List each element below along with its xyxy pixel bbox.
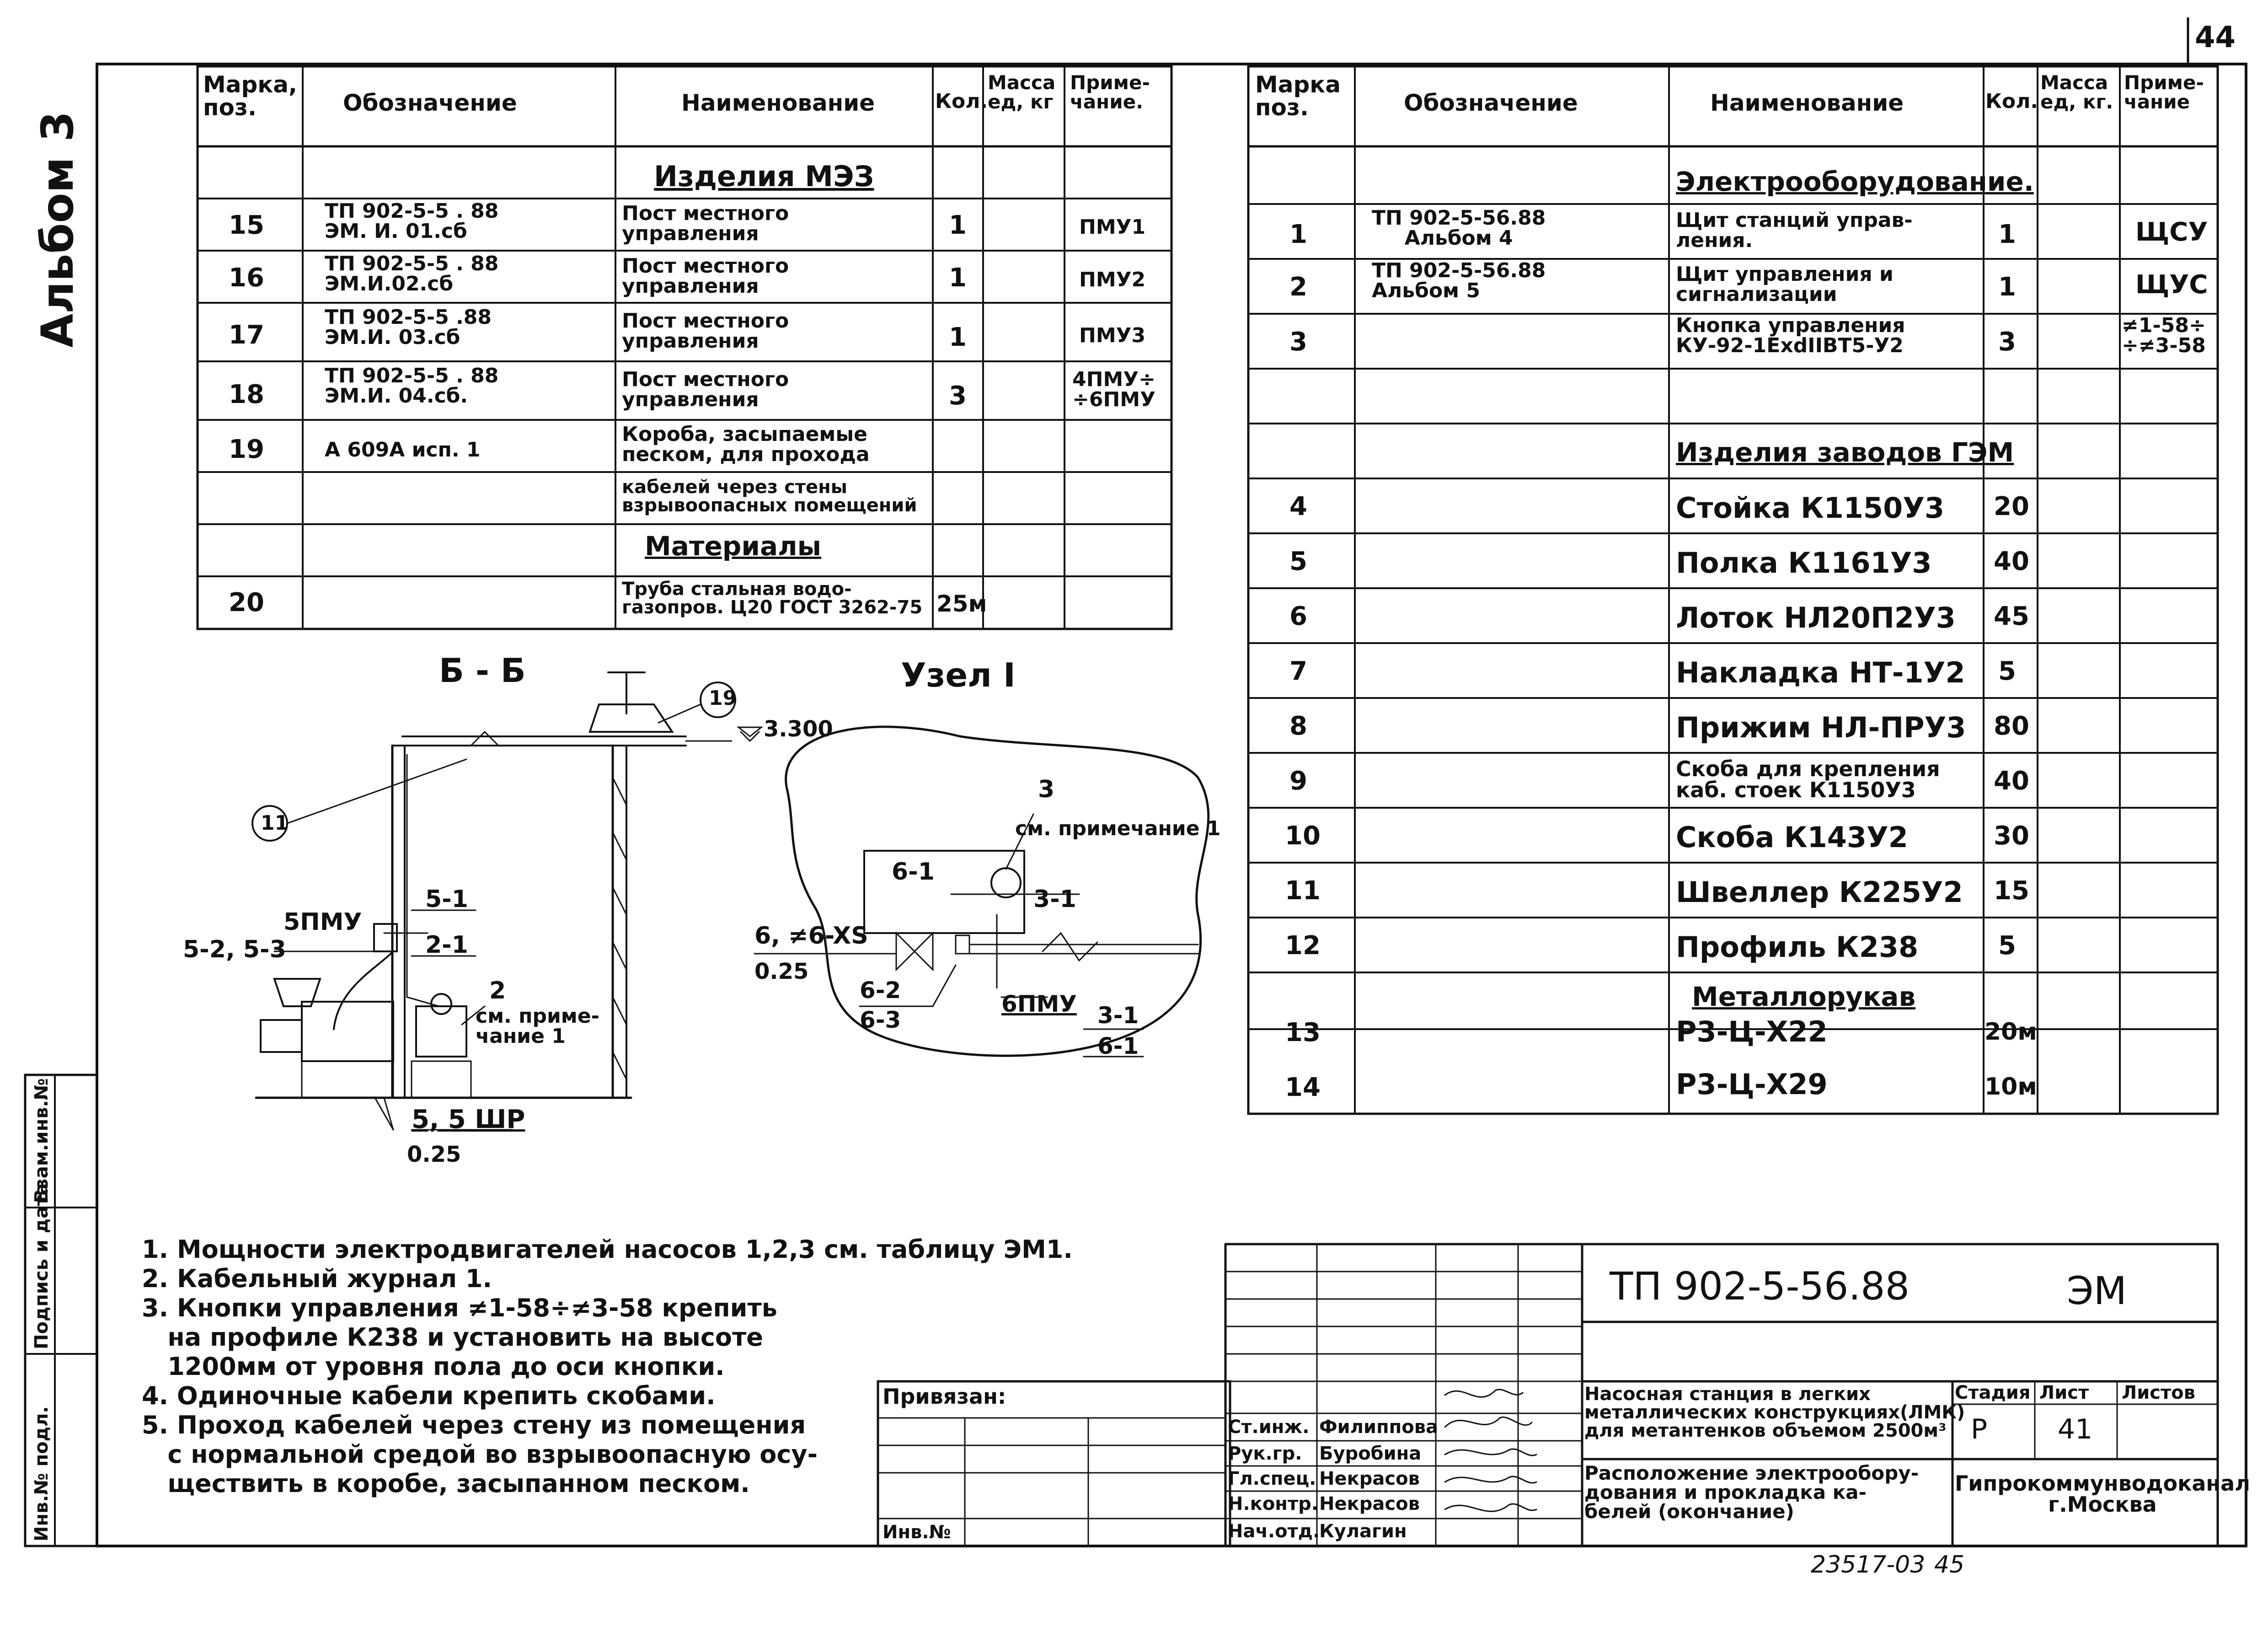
lt-row-16-mark: 16 [229, 263, 264, 293]
rt-row-11-name: Швеллер К225У2 [1676, 875, 1963, 909]
rt-row-3-qty: 3 [1998, 327, 2016, 357]
rt-header-designation: Обозначение [1404, 90, 1578, 116]
rt-row-13-mark: 13 [1285, 1018, 1321, 1047]
lt-row-20-qty: 25м [936, 590, 987, 617]
tb-role-1: Ст.инж. [1228, 1417, 1310, 1438]
note-1: 1. Мощности электродвигателей насосов 1,2,3 см. таблицу ЭМ1. [142, 1235, 1073, 1264]
rt-row-10-qty: 30 [1994, 821, 2029, 851]
lt-header-name: Наименование [681, 90, 875, 116]
node-label-6-xs: 6, ≠6-XS [754, 922, 868, 950]
rt-section-gem: Изделия заводов ГЭМ [1676, 437, 2014, 468]
rt-row-4-name: Стойка К1150У3 [1676, 491, 1945, 525]
label-5-1: 5-1 [425, 886, 468, 913]
rt-row-9-mark: 9 [1289, 766, 1307, 796]
tb-stage-label: Стадия [1955, 1382, 2031, 1403]
lt-row-18-note: 4ПМУ÷ ÷6ПМУ [1072, 368, 1156, 411]
node-label-3-1b: 3-1 [1097, 1002, 1139, 1029]
note-2: 2. Кабельный журнал 1. [142, 1264, 492, 1293]
label-0-25: 0.25 [407, 1142, 461, 1167]
rt-row-13-qty: 20м [1984, 1018, 2037, 1046]
rt-row-6-mark: 6 [1289, 601, 1307, 631]
rt-row-8-name: Прижим НЛ-ПРУ3 [1676, 711, 1966, 744]
rt-row-3-name: Кнопка управления КУ-92-1ExdIIBT5-У2 [1676, 314, 1905, 357]
tb-signer-1: Филиппова [1319, 1417, 1439, 1438]
section-view-title: Б - Б [439, 651, 526, 690]
tb-role-3: Гл.спец. [1228, 1468, 1316, 1489]
node-label-6-1b: 6-1 [1097, 1033, 1139, 1059]
tb-doc-suffix: ЭМ [2067, 1268, 2127, 1313]
node-label-3-1: 3-1 [1033, 886, 1076, 913]
rt-row-11-qty: 15 [1994, 876, 2029, 906]
lt-header-mark: Марка, поз. [203, 71, 297, 121]
lt-row-18-name: Пост местного управления [622, 368, 789, 411]
rt-row-2-note: ЩУС [2135, 270, 2208, 300]
lt-row-16-designation: ТП 902-5-5 . 88 ЭМ.И.02.сб [325, 252, 499, 295]
rt-section-electrical: Электрооборудование. [1676, 166, 2034, 197]
lt-row-17-designation: ТП 902-5-5 .88 ЭМ.И. 03.сб [325, 306, 492, 349]
rt-row-3-note: ≠1-58÷ ÷≠3-58 [2122, 314, 2206, 357]
rt-row-3-mark: 3 [1289, 327, 1307, 357]
rt-row-10-mark: 10 [1285, 821, 1321, 851]
tb-inv: Инв.№ [883, 1522, 951, 1543]
rt-header-mark: Марка поз. [1255, 71, 1341, 121]
lt-row-20-name: Труба стальная водо- газопров. Ц20 ГОСТ 3262-75 [622, 579, 923, 618]
rt-row-4-mark: 4 [1289, 492, 1307, 521]
tb-archive-no: 23517-03 [1811, 1551, 1926, 1578]
rt-row-1-note: ЩСУ [2135, 217, 2208, 247]
rt-row-2-designation: ТП 902-5-56.88 Альбом 5 [1372, 259, 1546, 302]
lt-row-15-name: Пост местного управления [622, 202, 789, 245]
node-label-note: см. примечание 1 [1015, 817, 1221, 840]
lt-row-19-designation: А 609А исп. 1 [325, 438, 481, 462]
note-3b: на профиле К238 и установить на высоте [142, 1323, 763, 1352]
tb-stage: Р [1971, 1413, 1988, 1445]
tb-signer-3: Некрасов [1319, 1468, 1420, 1489]
tb-sheet-label: Лист [2039, 1382, 2089, 1403]
lt-row-16-name: Пост местного управления [622, 254, 789, 298]
lt-section-materials: Материалы [645, 531, 822, 562]
lt-row-15-mark: 15 [229, 210, 264, 240]
stamp-inv-podl: Инв.№ подл. [31, 1406, 52, 1541]
stamp-replace-inv: Взам.инв.№ [31, 1078, 52, 1203]
rt-row-12-mark: 12 [1285, 931, 1321, 961]
node-label-6-2: 6-2 [860, 977, 901, 1004]
level-mark: 3.300 [764, 716, 833, 742]
rt-row-5-name: Полка К1161У3 [1676, 546, 1932, 580]
node-label-6-3: 6-3 [860, 1007, 901, 1033]
rt-row-6-qty: 45 [1994, 601, 2029, 631]
lt-row-15-note: ПМУ1 [1079, 215, 1146, 239]
rt-row-2-qty: 1 [1998, 272, 2016, 302]
lt-row-18-designation: ТП 902-5-5 . 88 ЭМ.И. 04.сб. [325, 364, 499, 408]
rt-header-name: Наименование [1710, 90, 1904, 116]
lt-row-19-mark: 19 [229, 435, 264, 464]
rt-header-qty: Кол. [1985, 90, 2038, 113]
rt-row-1-mark: 1 [1289, 220, 1307, 249]
rt-row-11-mark: 11 [1285, 876, 1321, 906]
label-5-5-shr: 5, 5 ШР [412, 1105, 525, 1134]
rt-row-2-mark: 2 [1289, 272, 1307, 302]
rt-row-14-mark: 14 [1285, 1073, 1321, 1102]
callout-11: 11 [261, 811, 289, 835]
note-5b: с нормальной средой во взрывоопасную осу- [142, 1440, 818, 1469]
rt-header-note: Приме- чание [2124, 71, 2204, 113]
tb-role-4: Н.контр. [1228, 1493, 1318, 1514]
lt-row-15-qty: 1 [949, 210, 967, 240]
node-label-0-25: 0.25 [754, 959, 809, 984]
tb-signer-4: Некрасов [1319, 1493, 1420, 1514]
note-4: 4. Одиночные кабели крепить скобами. [142, 1381, 716, 1410]
rt-row-8-qty: 80 [1994, 711, 2029, 741]
rt-row-7-qty: 5 [1998, 656, 2016, 686]
lt-row-18-qty: 3 [949, 381, 967, 411]
lt-row-17-name: Пост местного управления [622, 309, 789, 353]
rt-row-12-name: Профиль К238 [1676, 930, 1919, 964]
rt-row-5-mark: 5 [1289, 547, 1307, 576]
lt-row-15-designation: ТП 902-5-5 . 88 ЭМ. И. 01.сб [325, 199, 499, 243]
tb-org: Гипрокоммунводоканал г.Москва [1955, 1471, 2250, 1517]
lt-row-18-mark: 18 [229, 380, 264, 409]
lt-row-16-qty: 1 [949, 263, 967, 293]
rt-row-1-name: Щит станций управ- ления. [1676, 209, 1913, 252]
rt-row-4-qty: 20 [1994, 492, 2029, 521]
tb-privyazan: Привязан: [883, 1384, 1006, 1409]
lt-row-17-note: ПМУ3 [1079, 324, 1146, 347]
lt-section-mez: Изделия МЭЗ [654, 160, 874, 193]
rt-header-mass: Масса ед, кг. [2040, 71, 2113, 113]
rt-row-7-name: Накладка НТ-1У2 [1676, 656, 1965, 689]
tb-role-2: Рук.гр. [1228, 1443, 1302, 1464]
rt-row-13-name: Р3-Ц-Х22 [1676, 1015, 1828, 1048]
note-5: 5. Проход кабелей через стену из помещения [142, 1411, 806, 1439]
page-number: 44 [2195, 21, 2236, 54]
rt-row-10-name: Скоба К143У2 [1676, 821, 1908, 854]
label-2-1: 2-1 [425, 931, 468, 959]
tb-signer-2: Буробина [1319, 1443, 1422, 1464]
stamp-signature-date: Подпись и дата [31, 1183, 52, 1349]
label-2: 2 [489, 977, 506, 1004]
lt-header-note: Приме- чание. [1070, 71, 1150, 113]
rt-row-6-name: Лоток НЛ20П2У3 [1676, 601, 1956, 634]
tb-signer-5: Кулагин [1319, 1521, 1407, 1542]
lt-row-19-name: Короба, засыпаемые песком, для прохода [622, 423, 870, 466]
lt-header-designation: Обозначение [343, 90, 517, 116]
tb-sheets-label: Листов [2122, 1382, 2195, 1403]
rt-row-12-qty: 5 [1998, 931, 2016, 961]
tb-sheet: 41 [2058, 1413, 2093, 1445]
notes-block [142, 1237, 1073, 1496]
tb-role-5: Нач.отд. [1228, 1521, 1320, 1542]
rt-row-2-name: Щит управления и сигнализации [1676, 263, 1894, 306]
rt-row-5-qty: 40 [1994, 547, 2029, 576]
rt-row-9-qty: 40 [1994, 766, 2029, 796]
node-label-6pmu: 6ПМУ [1001, 991, 1077, 1017]
lt-row-17-qty: 1 [949, 322, 967, 352]
rt-row-14-name: Р3-Ц-Х29 [1676, 1068, 1828, 1101]
rt-row-7-mark: 7 [1289, 656, 1307, 686]
lt-row-19b-name: кабелей через стены взрывоопасных помещений [622, 477, 917, 516]
rt-row-9-name: Скоба для крепления каб. стоек К1150У3 [1676, 757, 1940, 802]
lt-header-qty: Кол. [935, 90, 988, 113]
lt-row-20-mark: 20 [229, 588, 264, 617]
rt-row-1-designation: ТП 902-5-56.88 Альбом 4 [1372, 206, 1546, 250]
rt-row-8-mark: 8 [1289, 711, 1307, 741]
node-label-3: 3 [1038, 776, 1055, 803]
label-5pmu: 5ПМУ [284, 908, 362, 936]
rt-section-metal-hose: Металлорукав [1692, 981, 1916, 1012]
tb-doc-code: ТП 902-5-56.88 [1610, 1264, 1910, 1309]
node-view-title: Узел I [901, 656, 1016, 694]
node-label-6-1: 6-1 [892, 858, 935, 886]
note-3: 3. Кнопки управления ≠1-58÷≠3-58 крепить [142, 1294, 777, 1322]
lt-header-mass: Масса ед, кг [988, 71, 1056, 113]
tb-archive-page: 45 [1934, 1551, 1965, 1578]
album-label: Альбом 3 [32, 111, 83, 348]
callout-19: 19 [709, 687, 737, 710]
label-note-1: см. приме- чание 1 [476, 1004, 599, 1048]
lt-row-16-note: ПМУ2 [1079, 268, 1146, 291]
note-3c: 1200мм от уровня пола до оси кнопки. [142, 1352, 725, 1381]
lt-row-17-mark: 17 [229, 320, 264, 350]
tb-sheet-title: Расположение электрообору- дования и прокладка ка- белей (окончание) [1584, 1462, 1919, 1523]
tb-project-title: Насосная станция в легких металлических конструкциях(ЛМК) для метантенков объемом 2500м³ [1584, 1384, 1965, 1441]
note-5c: ществить в коробе, засыпанном песком. [142, 1469, 750, 1498]
rt-row-1-qty: 1 [1998, 220, 2016, 249]
rt-row-14-qty: 10м [1984, 1073, 2037, 1100]
label-5-2-5-3: 5-2, 5-3 [183, 936, 286, 963]
